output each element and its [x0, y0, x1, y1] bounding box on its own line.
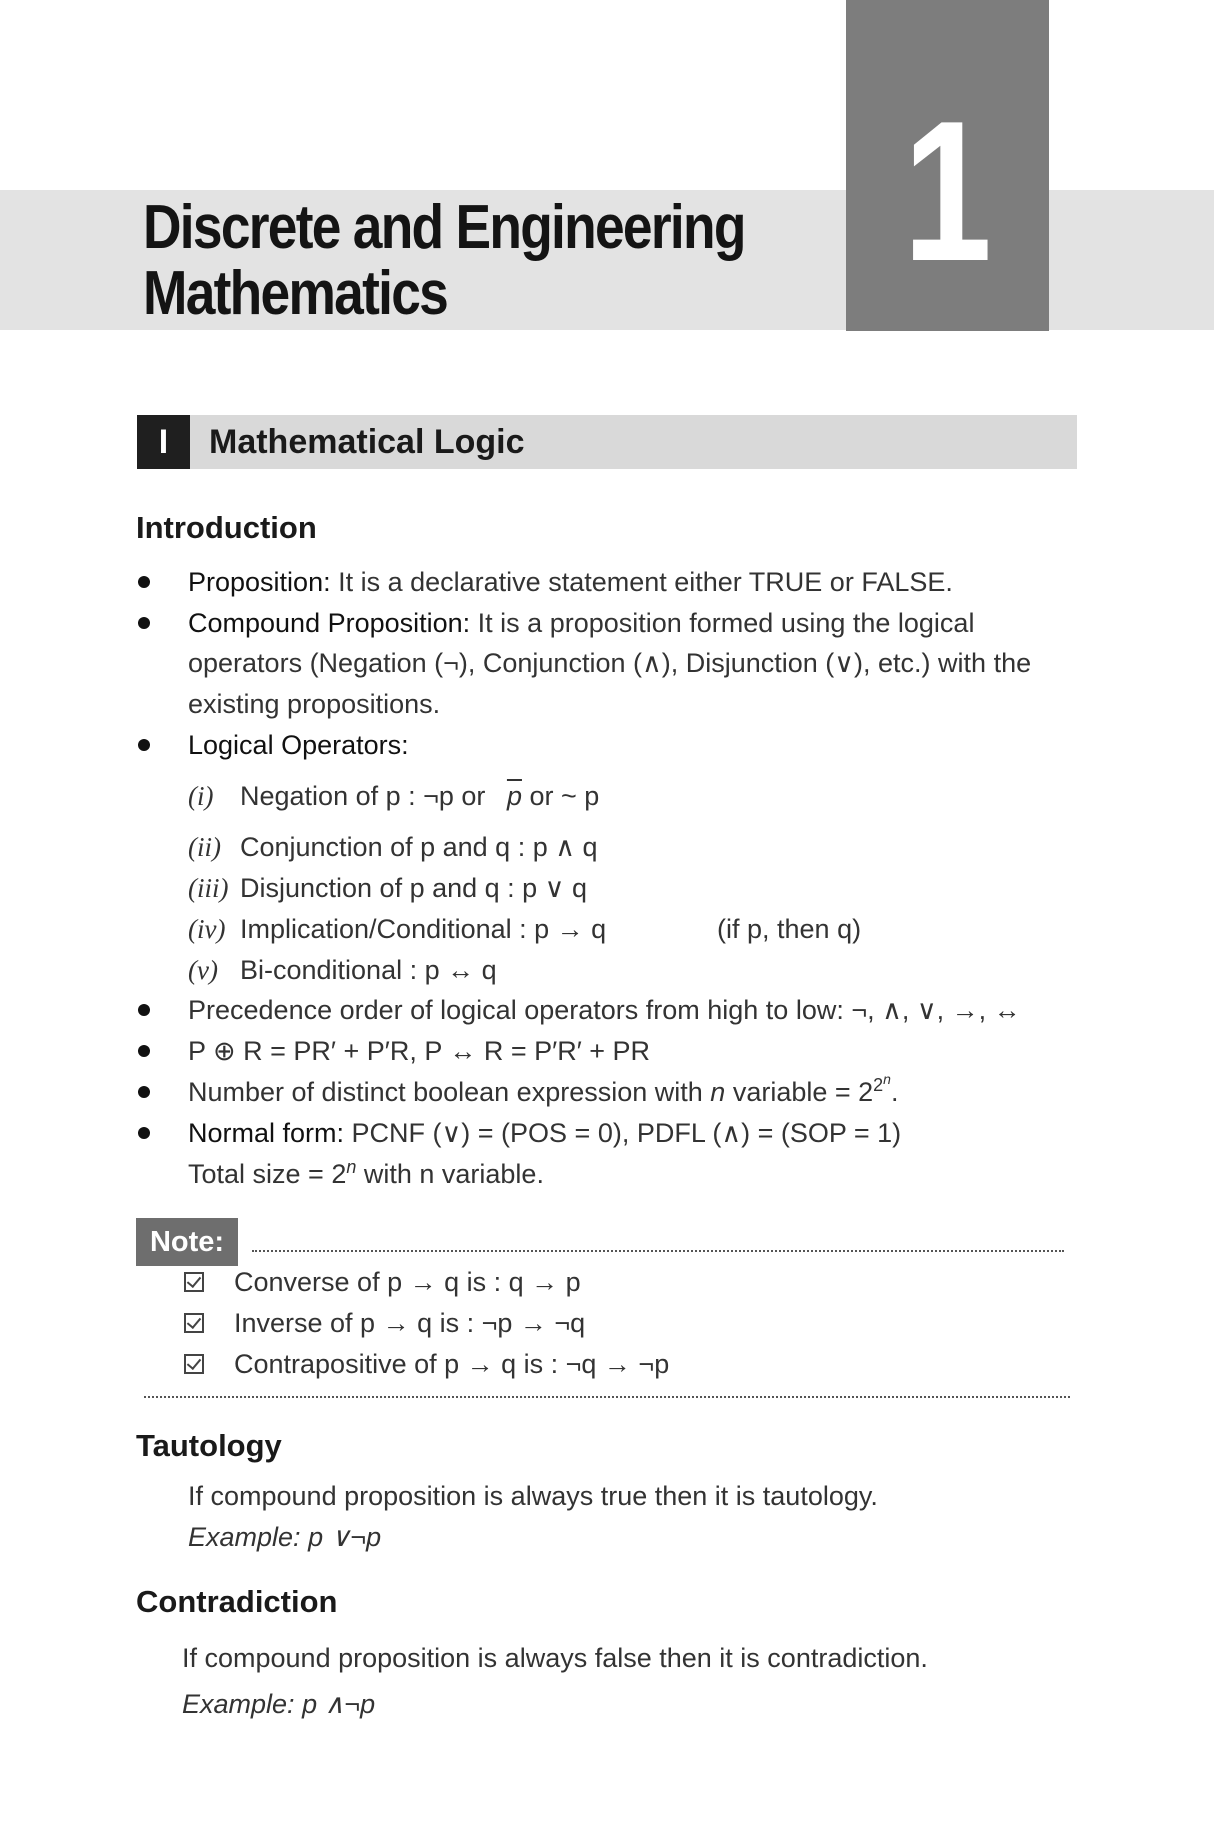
operator-num: (i) — [188, 781, 214, 811]
implication-note: (if p, then q) — [717, 914, 862, 944]
note-label: Note: — [136, 1218, 238, 1266]
chapter-title — [143, 195, 745, 327]
proposition-item — [188, 562, 953, 603]
operator-num: (iii) — [188, 873, 229, 903]
compound-text-2: operators (Negation (¬), Conjunction (∧), Disjunction (∨), etc.) with the — [188, 648, 1032, 678]
distinct-exp — [873, 1071, 891, 1095]
distinct-item: Number of distinct boolean expression with n variable = $2^{2^n}$. — [188, 1071, 899, 1107]
checkbox-icon — [184, 1272, 204, 1292]
example-label: Example: — [182, 1689, 295, 1719]
example-expr: p ∨¬p — [300, 1522, 382, 1552]
total-text: Total size = 2 — [188, 1159, 347, 1189]
p-bar: $\overline{p}$ — [506, 781, 522, 811]
operators-term-label: Logical Operators: — [188, 730, 409, 760]
operator-text: Implication/Conditional : p → q — [240, 914, 607, 944]
contradiction-example — [182, 1684, 375, 1725]
section-header — [137, 415, 1077, 469]
example-expr: p ∧¬p — [294, 1689, 376, 1719]
chapter-title-line2: Mathematics — [143, 259, 448, 328]
operator-num: (ii) — [188, 832, 221, 862]
distinct-exp-base: 2 — [873, 1075, 884, 1095]
distinct-exp-n: n — [883, 1071, 891, 1087]
operators-term — [188, 725, 409, 766]
operator-text: Conjunction of p and q : p ∧ q — [240, 832, 598, 862]
operator-text: Negation of p : ¬p or — [240, 781, 486, 811]
tautology-text: If compound proposition is always true then it is tautology. — [188, 1481, 878, 1511]
note-item: Contrapositive of p → q is : ¬q → ¬p — [234, 1349, 670, 1379]
section-number: I — [137, 415, 190, 469]
normal-form-item — [188, 1113, 901, 1154]
operator-implication — [188, 909, 606, 950]
bullet-icon — [138, 1127, 150, 1139]
total-exp: n — [346, 1157, 357, 1177]
note-item: Converse of p → q is : q → p — [234, 1267, 581, 1297]
compound-text-3: existing propositions. — [188, 689, 441, 719]
bullet-icon — [138, 576, 150, 588]
tautology-heading: Tautology — [136, 1428, 282, 1463]
total-size — [188, 1154, 544, 1195]
operator-text: Disjunction of p and q : p ∨ q — [240, 873, 587, 903]
normal-term: Normal form: — [188, 1118, 345, 1148]
chapter-number-block — [846, 0, 1049, 331]
bullet-icon — [138, 1045, 150, 1057]
example-label: Example: — [188, 1522, 301, 1552]
chapter-title-line1: Discrete and Engineering — [143, 193, 745, 262]
introduction-heading: Introduction — [136, 510, 317, 545]
operator-negation — [188, 776, 599, 817]
section-title: Mathematical Logic — [209, 423, 525, 461]
proposition-term: Proposition: — [188, 567, 331, 597]
operator-num: (v) — [188, 955, 218, 985]
operator-conjunction — [188, 827, 598, 868]
operator-disjunction — [188, 868, 587, 909]
bullet-icon — [138, 739, 150, 751]
proposition-text: It is a declarative statement either TRUE or FALSE. — [330, 567, 953, 597]
note-item: Inverse of p → q is : ¬p → ¬q — [234, 1308, 586, 1338]
distinct-var: n — [710, 1077, 726, 1107]
operator-tail: or ~ p — [521, 781, 600, 811]
total-tail: with n variable. — [356, 1159, 544, 1189]
distinct-text: Number of distinct boolean expression with — [188, 1077, 711, 1107]
precedence-item: Precedence order of logical operators from high to low: ¬, ∧, ∨, →, ↔ — [188, 995, 1021, 1025]
xor-item: P ⊕ R = PR′ + P′R, P ↔ R = P′R′ + PR — [188, 1036, 651, 1066]
note-divider-top — [252, 1250, 1064, 1252]
bullet-icon — [138, 617, 150, 629]
checkbox-icon — [184, 1313, 204, 1333]
compound-term: Compound Proposition: — [188, 608, 471, 638]
contradiction-heading: Contradiction — [136, 1584, 338, 1619]
bullet-icon — [138, 1086, 150, 1098]
normal-text: PCNF (∨) = (POS = 0), PDFL (∧) = (SOP = 1) — [344, 1118, 902, 1148]
compound-item — [188, 603, 974, 644]
note-divider-bottom — [144, 1396, 1070, 1398]
operator-num: (iv) — [188, 914, 226, 944]
chapter-number: 1 — [903, 80, 992, 303]
operator-text: Bi-conditional : p ↔ q — [240, 955, 497, 985]
compound-text-1: It is a proposition formed using the logical — [470, 608, 975, 638]
operator-biconditional — [188, 950, 497, 991]
distinct-tail: variable = 2 — [725, 1077, 874, 1107]
bullet-icon — [138, 1004, 150, 1016]
contradiction-text: If compound proposition is always false then it is contradiction. — [182, 1643, 928, 1673]
checkbox-icon — [184, 1354, 204, 1374]
tautology-example — [188, 1517, 381, 1558]
